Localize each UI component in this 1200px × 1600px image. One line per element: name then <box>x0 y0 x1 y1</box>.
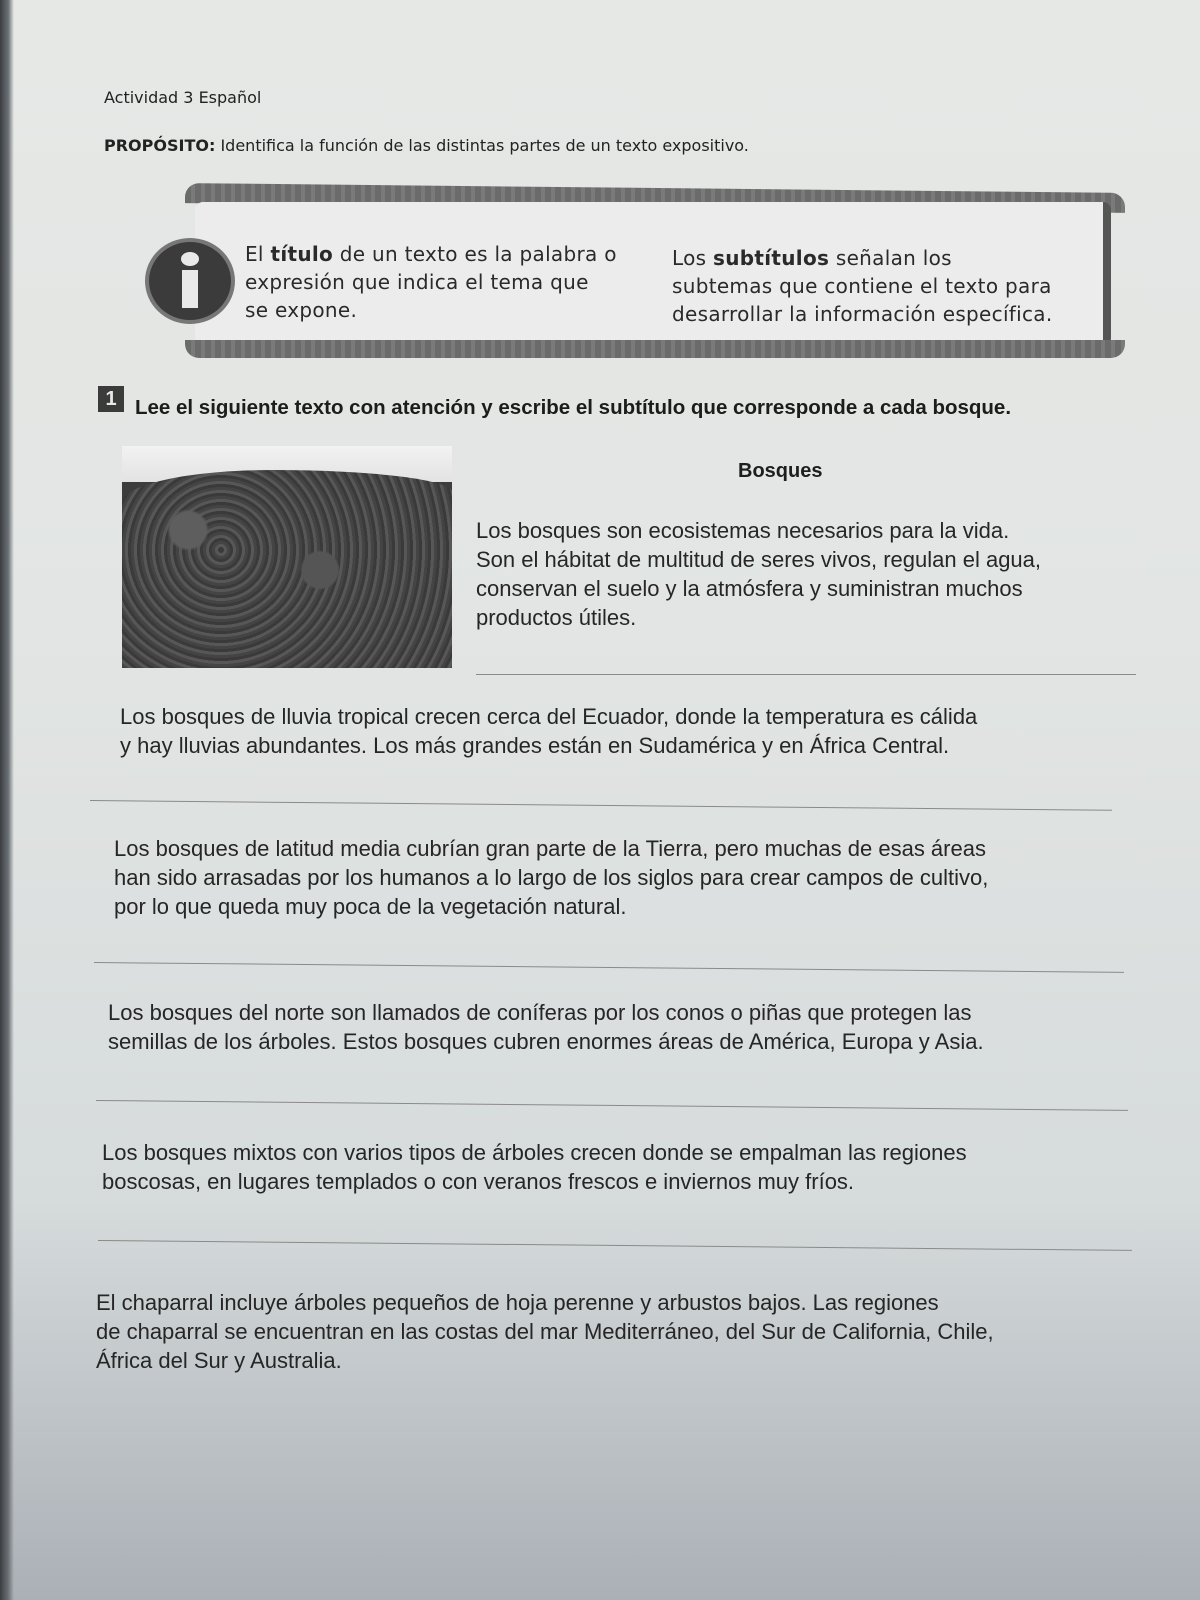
answer-line-2[interactable] <box>90 800 1112 811</box>
paragraph-line: Los bosques de latitud media cubrían gran parte de la Tierra, pero muchas de esas áreas <box>114 836 986 861</box>
forest-photo <box>122 446 452 668</box>
paragraph-chaparral <box>96 1288 994 1375</box>
answer-line-5[interactable] <box>98 1240 1132 1251</box>
paragraph-line: y hay lluvias abundantes. Los más grandes están en Sudamérica y en África Central. <box>120 733 950 758</box>
paragraph-line: Los bosques mixtos con varios tipos de árboles crecen donde se empalman las regiones <box>102 1140 967 1165</box>
paragraph-line: El chaparral incluye árboles pequeños de hoja perenne y arbustos bajos. Las regiones <box>96 1290 939 1315</box>
answer-line-1[interactable] <box>476 674 1136 675</box>
paragraph-latitud-media <box>114 834 988 921</box>
term-subtitulos: subtítulos <box>713 246 830 270</box>
intro-line: Los bosques son ecosistemas necesarios para la vida. <box>476 518 1010 543</box>
purpose-line <box>104 136 749 155</box>
info-title-definition <box>245 240 645 324</box>
info-right-line-3: desarrollar la información específica. <box>672 302 1053 326</box>
article-intro <box>476 516 1041 632</box>
paragraph-mixtos <box>102 1138 967 1196</box>
photo-forest-canopy <box>122 470 452 668</box>
term-titulo: título <box>270 242 334 266</box>
paragraph-line: semillas de los árboles. Estos bosques cubren enormes áreas de América, Europa y Asia. <box>108 1029 984 1054</box>
info-left-line-1: El título de un texto es la palabra o <box>245 242 617 266</box>
paragraph-tropical <box>120 702 977 760</box>
paragraph-line: por lo que queda muy poca de la vegetación natural. <box>114 894 627 919</box>
answer-line-4[interactable] <box>96 1100 1128 1111</box>
info-box-bottom-band <box>185 340 1125 358</box>
exercise-number: 1 <box>98 386 124 412</box>
info-left-line-2: expresión que indica el tema que <box>245 270 589 294</box>
intro-line: productos útiles. <box>476 605 637 630</box>
purpose-label: PROPÓSITO: <box>104 136 216 155</box>
info-right-line-1: Los subtítulos señalan los <box>672 246 952 270</box>
exercise-instruction: Lee el siguiente texto con atención y escribe el subtítulo que corresponde a cada bosque. <box>135 396 1012 419</box>
intro-line: conservan el suelo y la atmósfera y suministran muchos <box>476 576 1023 601</box>
page-title: Actividad 3 Español <box>104 88 262 107</box>
page-edge-shadow <box>0 0 14 1600</box>
paragraph-line: han sido arrasadas por los humanos a lo largo de los siglos para crear campos de cultivo, <box>114 865 989 890</box>
info-icon <box>145 238 235 324</box>
paragraph-line: de chaparral se encuentran en las costas del mar Mediterráneo, del Sur de California, Chile, <box>96 1319 994 1344</box>
info-left-line-3: se expone. <box>245 298 358 322</box>
answer-line-3[interactable] <box>94 962 1124 973</box>
paragraph-line: Los bosques del norte son llamados de coníferas por los conos o piñas que protegen las <box>108 1000 972 1025</box>
paragraph-line: África del Sur y Australia. <box>96 1348 342 1373</box>
purpose-text: Identifica la función de las distintas partes de un texto expositivo. <box>215 136 749 155</box>
paragraph-line: Los bosques de lluvia tropical crecen cerca del Ecuador, donde la temperatura es cálida <box>120 704 978 729</box>
intro-line: Son el hábitat de multitud de seres vivos, regulan el agua, <box>476 547 1042 572</box>
paragraph-line: boscosas, en lugares templados o con veranos frescos e inviernos muy fríos. <box>102 1169 855 1194</box>
paragraph-norte <box>108 998 984 1056</box>
article-title: Bosques <box>738 460 823 482</box>
info-right-line-2: subtemas que contiene el texto para <box>672 274 1052 298</box>
info-subtitle-definition <box>672 244 1092 328</box>
